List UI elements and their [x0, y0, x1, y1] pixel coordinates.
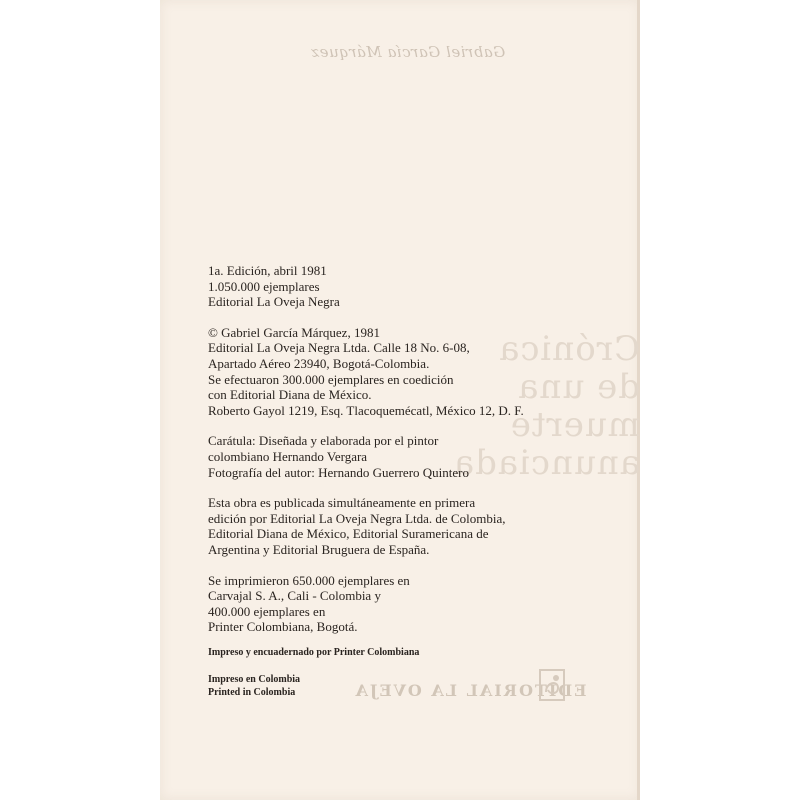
copyright-section [208, 325, 608, 419]
edition-copies: 1.050.000 ejemplares [208, 278, 320, 294]
book-page [160, 0, 640, 800]
printing-line-4: Printer Colombiana, Bogotá. [208, 619, 358, 635]
printed-in-english: Printed in Colombia [208, 686, 296, 698]
printing-line-1: Se imprimieron 650.000 ejemplares en [208, 572, 410, 588]
publisher-address: Editorial La Oveja Negra Ltda. Calle 18 No. 6-08, [208, 340, 470, 356]
printing-section [208, 573, 608, 635]
publication-line-1: Esta obra es publicada simultáneamente en primera [208, 495, 476, 511]
publisher-po-box: Apartado Aéreo 23940, Bogotá-Colombia. [208, 355, 430, 371]
cover-artist: colombiano Hernando Vergara [208, 448, 368, 464]
coedition-address: Roberto Gayol 1219, Esq. Tlacoquemécatl, México 12, D. F. [208, 402, 524, 418]
edition-section [208, 263, 608, 310]
bleed-through-author: Gabriel García Márquez [310, 43, 506, 61]
binding-section [208, 646, 608, 659]
bleed-through-title: Crónica de una muerte anunciada [452, 329, 640, 483]
publication-line-3: Editorial Diana de México, Editorial Suramericana de [208, 526, 489, 542]
cover-credit: Carátula: Diseñada y elaborada por el pintor [208, 433, 439, 449]
bleed-through-publisher: EDITORIAL LA OVEJA [353, 681, 587, 700]
edition-line: 1a. Edición, abril 1981 [208, 263, 327, 278]
coedition-line: Se efectuaron 300.000 ejemplares en coedición [208, 371, 454, 387]
printing-line-3: 400.000 ejemplares en [208, 603, 326, 619]
photo-credit: Fotografía del autor: Hernando Guerrero Quintero [208, 464, 469, 480]
edition-publisher: Editorial La Oveja Negra [208, 294, 340, 310]
coedition-publisher: con Editorial Diana de México. [208, 387, 372, 403]
publication-section [208, 495, 608, 557]
publication-line-4: Argentina y Editorial Bruguera de España. [208, 541, 430, 557]
origin-section [208, 673, 608, 699]
printing-line-2: Carvajal S. A., Cali - Colombia y [208, 588, 381, 604]
copyright-text-block [208, 263, 608, 714]
binding-line: Impreso y encuadernado por Printer Colombiana [208, 646, 420, 658]
credits-section [208, 433, 608, 480]
printed-in-spanish: Impreso en Colombia [208, 673, 301, 685]
publication-line-2: edición por Editorial La Oveja Negra Ltda. de Colombia, [208, 510, 506, 526]
copyright-line: © Gabriel García Márquez, 1981 [208, 324, 380, 340]
